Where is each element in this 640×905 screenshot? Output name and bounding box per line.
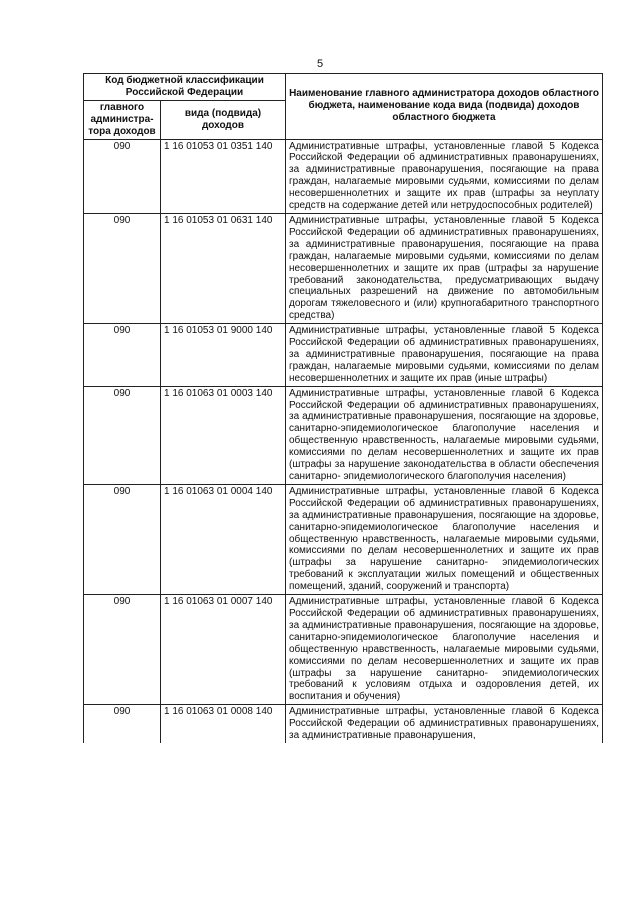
admin-code-cell: 090 [84, 705, 161, 743]
description-cell: Административные штрафы, установленные главой 5 Кодекса Российской Федерации об административных правонарушениях, за административные правонарушения, посягающие на права граждан, налагаемые мировыми судьями, комиссиями по делам несовершеннолетних и защите их прав (иные штрафы) [286, 324, 603, 387]
income-code-cell: 1 16 01063 01 0003 140 [161, 386, 286, 484]
table-row [84, 213, 603, 323]
description-cell: Административные штрафы, установленные главой 5 Кодекса Российской Федерации об административных правонарушениях, за административные правонарушения, посягающие на права граждан, налагаемые мировыми судьями, комиссиями по делам несовершеннолетних и защите их прав (штрафы за неуплату средств на содержание детей или нетрудоспособных родителей) [286, 139, 603, 213]
table-row [84, 139, 603, 213]
admin-code-cell: 090 [84, 324, 161, 387]
table-row [84, 595, 603, 705]
income-code-cell: 1 16 01053 01 0351 140 [161, 139, 286, 213]
description-cell: Административные штрафы, установленные главой 6 Кодекса Российской Федерации об административных правонарушениях, за административные правонарушения, [286, 705, 603, 743]
income-code-cell: 1 16 01063 01 0004 140 [161, 484, 286, 594]
budget-classification-table [83, 73, 603, 743]
income-code-cell: 1 16 01063 01 0008 140 [161, 705, 286, 743]
description-cell: Административные штрафы, установленные главой 6 Кодекса Российской Федерации об административных правонарушениях, за административные правонарушения, посягающие на здоровье, санитарно-эпидемиологическое благополучие населения и общественную нравственность, налагаемые мировыми судьями, комиссиями по делам несовершеннолетних и защите их прав (штрафы за нарушение санитарно- эпидемиологических требований к эксплуатации жилых помещений и общественных помещений, зданий, сооружений и транспорта) [286, 484, 603, 594]
income-code-cell: 1 16 01063 01 0007 140 [161, 595, 286, 705]
admin-code-cell: 090 [84, 213, 161, 323]
header-kbk-group: Код бюджетной классификации Российской Федерации [84, 74, 286, 101]
admin-code-cell: 090 [84, 484, 161, 594]
income-code-cell: 1 16 01053 01 9000 140 [161, 324, 286, 387]
table-row [84, 324, 603, 387]
admin-code-cell: 090 [84, 386, 161, 484]
header-name-column: Наименование главного администратора доходов областного бюджета, наименование кода вида (подвида) доходов областного бюджета [286, 74, 603, 140]
page-number: 5 [316, 58, 324, 70]
header-row-1 [84, 74, 603, 101]
table-row [84, 484, 603, 594]
table-row [84, 705, 603, 743]
header-type-column: вида (подвида) доходов [161, 100, 286, 139]
admin-code-cell: 090 [84, 595, 161, 705]
description-cell: Административные штрафы, установленные главой 6 Кодекса Российской Федерации об административных правонарушениях, за административные правонарушения, посягающие на здоровье, санитарно-эпидемиологическое благополучие населения и общественную нравственность, налагаемые мировыми судьями, комиссиями по делам несовершеннолетних и защите их прав (штрафы за нарушение санитарно- эпидемиологических требований к условиям отдыха и оздоровления детей, их воспитания и обучения) [286, 595, 603, 705]
description-cell: Административные штрафы, установленные главой 5 Кодекса Российской Федерации об административных правонарушениях, за административные правонарушения, посягающие на права граждан, налагаемые мировыми судьями, комиссиями по делам несовершеннолетних и защите их прав (штрафы за нарушение требований законодательства, предусматривающих выдачу специальных разрешений на движение по автомобильным дорогам тяжеловесного и (или) крупногабаритного транспортного средства) [286, 213, 603, 323]
header-admin-column: главного администра-тора доходов [84, 100, 161, 139]
table-row [84, 386, 603, 484]
income-code-cell: 1 16 01053 01 0631 140 [161, 213, 286, 323]
description-cell: Административные штрафы, установленные главой 6 Кодекса Российской Федерации об административных правонарушениях, за административные правонарушения, посягающие на здоровье, санитарно-эпидемиологическое благополучие населения и общественную нравственность, налагаемые мировыми судьями, комиссиями по делам несовершеннолетних и защите их прав (штрафы за нарушение законодательства в области обеспечения санитарно- эпидемиологического благополучия населения) [286, 386, 603, 484]
admin-code-cell: 090 [84, 139, 161, 213]
